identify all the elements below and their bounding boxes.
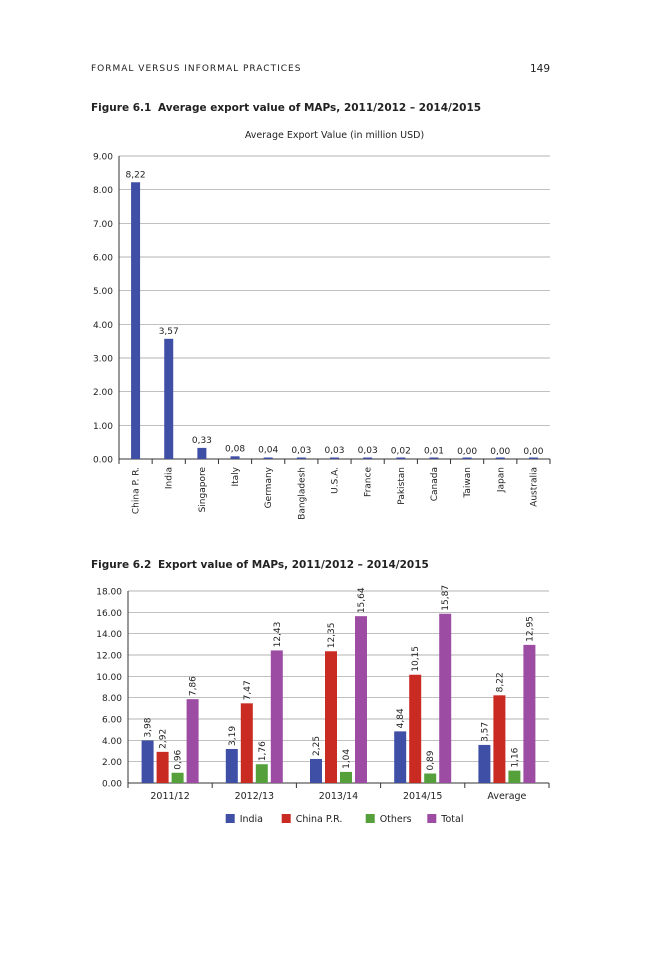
data-label: 1,76 <box>257 741 268 762</box>
x-tick-label: France <box>363 467 374 497</box>
x-tick-label: Taiwan <box>463 467 474 498</box>
data-label: 3,98 <box>143 717 154 738</box>
y-tick-label: 4.00 <box>92 320 113 331</box>
x-tick-label: Australia <box>529 467 540 507</box>
y-tick-label: 6.00 <box>92 253 113 264</box>
legend-swatch-total <box>427 814 436 823</box>
bar-china <box>157 752 169 783</box>
data-label: 15,87 <box>441 584 452 611</box>
data-label: 1,16 <box>510 747 521 768</box>
x-tick-label: Japan <box>496 467 507 493</box>
data-label: 7,47 <box>242 680 253 701</box>
bar-others <box>340 772 352 783</box>
x-tick-label: U.S.A. <box>330 467 341 494</box>
data-label: 0,03 <box>357 445 378 456</box>
data-label: 0,03 <box>324 445 345 456</box>
data-label: 0,04 <box>258 445 279 456</box>
data-label: 12,95 <box>525 616 536 642</box>
y-tick-label: 12.00 <box>96 651 122 662</box>
data-label: 3,57 <box>158 326 179 337</box>
y-tick-label: 0.00 <box>101 779 122 790</box>
data-label: 0,01 <box>423 446 444 457</box>
figure-number: Figure 6.1 <box>91 102 152 114</box>
figure-title: Average export value of MAPs, 2011/2012 – 2014/2015 <box>158 102 482 114</box>
x-tick-label: Canada <box>429 467 440 502</box>
data-label: 0,02 <box>390 446 411 457</box>
x-tick-label: Germany <box>264 467 275 509</box>
bar-total <box>271 650 283 783</box>
x-tick-label: 2011/12 <box>150 791 190 802</box>
data-label: 3,57 <box>480 721 491 742</box>
data-label: 0,00 <box>490 447 511 457</box>
y-tick-label: 10.00 <box>96 672 122 683</box>
x-tick-label: 2013/14 <box>318 791 359 802</box>
data-label: 2,25 <box>312 735 322 756</box>
x-tick-label: Italy <box>231 467 242 487</box>
legend-swatch-china <box>282 814 291 823</box>
legend-swatch-others <box>366 814 375 823</box>
bar-india <box>478 745 490 783</box>
running-head: FORMAL VERSUS INFORMAL PRACTICES <box>91 64 302 74</box>
y-tick-label: 18.00 <box>96 587 122 598</box>
bar-india <box>310 759 322 783</box>
y-tick-label: 7.00 <box>92 219 113 230</box>
data-label: 12,43 <box>272 621 283 648</box>
x-tick-label: Singapore <box>197 467 208 513</box>
data-label: 15,64 <box>357 587 367 614</box>
bar-total <box>439 614 451 783</box>
y-tick-label: 2.00 <box>92 388 113 399</box>
data-label: 0,89 <box>426 750 437 771</box>
y-tick-label: 3.00 <box>92 354 113 365</box>
y-tick-label: 6.00 <box>101 715 122 726</box>
data-label: 0,96 <box>173 749 184 770</box>
x-tick-label: Pakistan <box>396 467 407 505</box>
data-label: 7,86 <box>188 676 199 697</box>
x-tick-label: Bangladesh <box>297 467 308 520</box>
bar-china <box>241 703 253 783</box>
data-label: 8,22 <box>125 170 146 181</box>
x-tick-label: 2012/13 <box>234 791 275 802</box>
figure-number: Figure 6.2 <box>91 559 152 571</box>
y-tick-label: 8.00 <box>92 186 113 197</box>
data-label: 0,03 <box>291 445 312 456</box>
bar-india <box>394 731 406 783</box>
data-label: 12,35 <box>327 622 337 649</box>
y-tick-label: 14.00 <box>96 630 122 641</box>
x-tick-label: China P. R. <box>131 467 142 515</box>
data-label: 0,00 <box>523 447 544 457</box>
legend-label: India <box>239 814 264 825</box>
chart-title: Average Export Value (in million USD) <box>244 130 425 141</box>
x-tick-label: India <box>164 467 175 490</box>
bar-china <box>409 675 421 783</box>
y-tick-label: 2.00 <box>101 758 122 769</box>
data-label: 3,19 <box>227 725 238 746</box>
y-tick-label: 4.00 <box>101 736 122 747</box>
bar-india <box>226 749 238 783</box>
y-tick-label: 0.00 <box>92 455 113 466</box>
x-tick-label: 2014/15 <box>402 791 443 802</box>
data-label: 1,04 <box>342 748 352 769</box>
figure-title: Export value of MAPs, 2011/2012 – 2014/2015 <box>158 559 429 571</box>
page-number: 149 <box>529 63 550 75</box>
legend-label: Others <box>379 814 412 825</box>
y-tick-label: 5.00 <box>92 287 113 298</box>
bar-others <box>508 771 520 783</box>
y-tick-label: 9.00 <box>92 152 113 163</box>
bar-china <box>325 651 337 783</box>
legend-label: China P.R. <box>295 814 343 825</box>
data-label: 0,33 <box>191 435 212 446</box>
bar-total <box>355 616 367 783</box>
data-label: 0,08 <box>225 444 246 455</box>
bar-total <box>523 645 535 783</box>
y-tick-label: 8.00 <box>101 694 122 705</box>
data-label: 10,15 <box>411 645 422 672</box>
bar-total <box>187 699 199 783</box>
legend-swatch-india <box>226 814 235 823</box>
legend-label: Total <box>441 814 464 825</box>
y-tick-label: 16.00 <box>96 608 122 619</box>
bar-india <box>142 741 154 783</box>
data-label: 4,84 <box>396 708 407 729</box>
data-label: 2,92 <box>158 728 169 749</box>
data-label: 0,00 <box>457 447 478 457</box>
bar-others <box>256 764 268 783</box>
bar-china <box>493 695 505 783</box>
data-label: 8,22 <box>495 672 506 693</box>
x-tick-label: Average <box>487 791 527 802</box>
bar-others <box>172 773 184 783</box>
y-tick-label: 1.00 <box>92 421 113 432</box>
bar-others <box>424 774 436 783</box>
